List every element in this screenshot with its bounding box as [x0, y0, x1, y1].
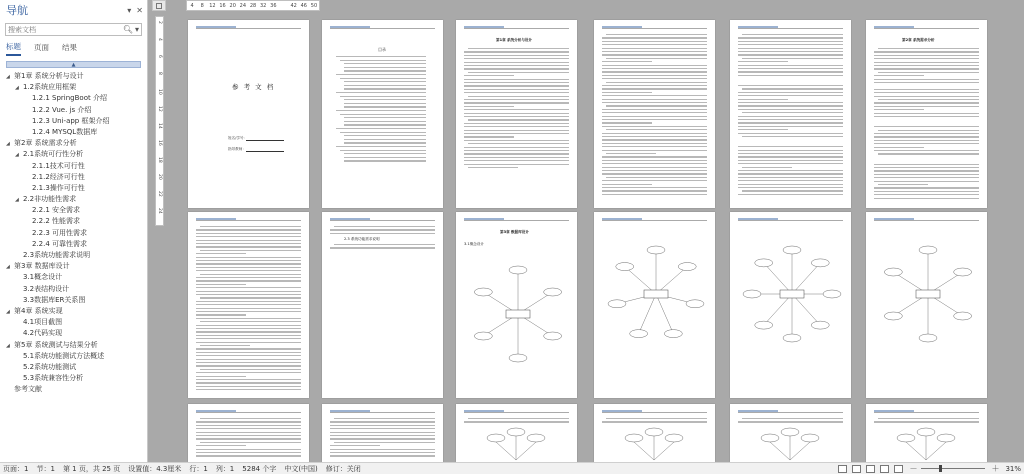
ruler-tick: 24: [157, 208, 162, 214]
nav-heading-label: 4.2代码实现: [23, 329, 63, 338]
page-thumbnail[interactable]: [730, 404, 851, 462]
ruler-tick: 20: [157, 174, 162, 180]
nav-heading-label: 第4章 系统实现: [14, 306, 63, 315]
nav-heading-label: 1.2.4 MYSQL数据库: [32, 127, 98, 136]
er-diagram: [730, 426, 851, 462]
ruler-tick: 10: [157, 89, 162, 95]
ruler-tick: 2: [157, 21, 162, 24]
er-diagram: [730, 232, 851, 382]
page-thumbnail[interactable]: [456, 404, 577, 462]
ruler-tick: 4: [157, 38, 162, 41]
nav-heading-label: 2.2.4 可靠性需求: [32, 239, 88, 248]
full-screen-icon[interactable]: [852, 465, 861, 473]
nav-scroll-up-button[interactable]: ▲: [6, 61, 141, 68]
nav-heading-item[interactable]: [0, 228, 147, 239]
collapse-triangle-icon[interactable]: ◢: [15, 152, 19, 159]
ruler-tick: 32: [259, 2, 267, 9]
ruler-tick: 12: [157, 106, 162, 112]
chapter-heading: 第2章 系统需求分析: [902, 38, 935, 42]
nav-heading-item[interactable]: [0, 317, 147, 328]
nav-heading-item[interactable]: [0, 362, 147, 373]
nav-heading-label: 5.1系统功能测试方法概述: [23, 351, 105, 360]
nav-heading-label: 2.2.2 性能需求: [32, 217, 81, 226]
status-language[interactable]: 中文(中国): [284, 464, 318, 473]
nav-heading-label: 参考文献: [14, 385, 42, 394]
nav-heading-item[interactable]: [0, 172, 147, 183]
page-thumbnail[interactable]: [322, 212, 443, 398]
collapse-triangle-icon[interactable]: ◢: [6, 308, 10, 315]
ruler-tick: 42: [290, 2, 297, 9]
nav-heading-item[interactable]: [0, 93, 147, 104]
nav-heading-label: 2.1.3操作可行性: [32, 183, 85, 192]
toc-title: 目录: [378, 47, 386, 52]
nav-heading-item[interactable]: [0, 105, 147, 116]
ruler-tick: 28: [249, 2, 257, 9]
nav-heading-label: 第2章 系统需求分析: [14, 139, 77, 148]
chapter-heading: 第3章 数据库设计: [500, 230, 529, 234]
nav-heading-label: 3.3数据库ER关系图: [23, 295, 86, 304]
nav-heading-item[interactable]: [0, 284, 147, 295]
collapse-triangle-icon[interactable]: ◢: [6, 342, 10, 349]
nav-heading-label: 2.3系统功能需求说明: [23, 251, 91, 259]
er-diagram: [456, 232, 577, 382]
nav-tabs: [0, 42, 147, 55]
nav-heading-label: 5.2系统功能测试: [23, 362, 77, 371]
er-diagram: [594, 232, 715, 382]
chapter-heading: 第1章 系统分析与设计: [496, 38, 533, 42]
vertical-ruler[interactable]: [155, 16, 164, 226]
ruler-tick: 8: [157, 72, 162, 75]
page-thumbnail[interactable]: [456, 212, 577, 398]
view-controls: [833, 463, 1021, 474]
ruler-tick: 16: [157, 140, 162, 146]
outline-view-icon[interactable]: [880, 465, 889, 473]
ruler-tick: 14: [157, 123, 162, 129]
nav-heading-label: 第5章 系统测试与结果分析: [14, 340, 98, 349]
nav-heading-item[interactable]: [0, 351, 147, 362]
nav-heading-item[interactable]: [0, 138, 147, 149]
nav-heading-item[interactable]: [0, 161, 147, 172]
nav-heading-label: 2.2非功能性需求: [23, 195, 77, 204]
page-thumbnail[interactable]: [866, 212, 987, 398]
nav-heading-label: 4.1项目截图: [23, 318, 63, 327]
zoom-level[interactable]: 31%: [1005, 464, 1021, 473]
er-diagram: [866, 426, 987, 462]
status-page[interactable]: 页面：1: [3, 464, 29, 473]
zoom-slider[interactable]: [921, 468, 985, 469]
navigation-pane: [0, 0, 148, 462]
status-bar: [0, 462, 1024, 474]
nav-heading-label: 2.1系统可行性分析: [23, 150, 84, 159]
ruler-tick: 18: [157, 157, 162, 163]
nav-heading-label: 2.2.1 安全需求: [32, 206, 81, 215]
web-layout-icon[interactable]: [866, 465, 875, 473]
page-thumbnail[interactable]: [188, 212, 309, 398]
ruler-tick: 16: [219, 2, 226, 9]
ruler-tick: 36: [270, 2, 277, 9]
nav-heading-item[interactable]: [0, 384, 147, 395]
ruler-tick: 4: [190, 2, 194, 9]
ruler-tick: 20: [229, 2, 236, 9]
nav-heading-label: 5.3系统兼容性分析: [23, 374, 84, 383]
nav-heading-label: 2.1.1技术可行性: [32, 161, 85, 170]
nav-heading-list: [0, 71, 147, 395]
tab-headings[interactable]: 标题: [6, 41, 21, 56]
nav-heading-item[interactable]: [0, 250, 147, 261]
section-heading: 2.3 系统功能需求说明: [344, 237, 380, 241]
nav-heading-item[interactable]: [0, 183, 147, 194]
search-input[interactable]: [8, 26, 121, 34]
zoom-in-button[interactable]: ＋: [991, 464, 1000, 473]
collapse-triangle-icon[interactable]: ◢: [15, 85, 19, 92]
er-diagram: [594, 426, 715, 462]
page-thumbnail[interactable]: [594, 404, 715, 462]
page-thumbnail[interactable]: [594, 212, 715, 398]
nav-heading-item[interactable]: [0, 82, 147, 93]
status-section[interactable]: 节：1: [36, 464, 55, 473]
ruler-tick: 8: [200, 2, 204, 9]
nav-heading-item[interactable]: [0, 149, 147, 160]
page-thumbnail[interactable]: [188, 20, 309, 208]
nav-heading-item[interactable]: [0, 239, 147, 250]
zoom-out-button[interactable]: －: [909, 464, 918, 473]
ruler-tick: 12: [209, 2, 216, 9]
page-thumbnail[interactable]: [730, 20, 851, 208]
er-diagram: [866, 232, 987, 382]
page-thumbnail[interactable]: [322, 20, 443, 208]
nav-heading-item[interactable]: [0, 71, 147, 82]
nav-heading-label: 第3章 数据库设计: [14, 262, 70, 271]
print-layout-icon[interactable]: [838, 465, 847, 473]
nav-title: 导航: [6, 4, 28, 17]
nav-heading-label: 第1章 系统分析与设计: [14, 72, 84, 80]
nav-heading-item[interactable]: [0, 261, 147, 272]
page-thumbnail[interactable]: [456, 20, 577, 208]
cover-name-field: 姓名/学号：: [228, 136, 248, 140]
nav-heading-label: 1.2系统应用框架: [23, 83, 77, 92]
ruler-toggle[interactable]: [152, 0, 166, 11]
ruler-tick: 46: [300, 2, 307, 9]
document-canvas[interactable]: [170, 12, 1024, 462]
status-track-changes[interactable]: 修订：关闭: [325, 464, 361, 473]
status-position[interactable]: 设置值：4.3厘米: [128, 464, 182, 473]
collapse-triangle-icon[interactable]: ◢: [6, 141, 10, 148]
ruler-tick: 6: [157, 55, 162, 58]
cover-title: 参 考 文 档: [232, 83, 275, 91]
nav-heading-label: 1.2.1 SpringBoot 介绍: [32, 94, 107, 103]
ruler-tick: 50: [310, 2, 318, 9]
nav-heading-item[interactable]: [0, 272, 147, 283]
page-thumbnail[interactable]: [594, 20, 715, 208]
nav-header: [0, 0, 147, 20]
section-heading: 3.1概念设计: [464, 242, 485, 246]
page-thumbnail[interactable]: [322, 404, 443, 462]
collapse-triangle-icon[interactable]: ◢: [6, 74, 10, 80]
page-thumbnail[interactable]: [866, 20, 987, 208]
tab-pages[interactable]: 页面: [34, 43, 49, 52]
cover-advisor-field: 指导教师：: [228, 147, 246, 151]
nav-heading-item[interactable]: [0, 205, 147, 216]
chevron-down-icon[interactable]: ▾: [134, 25, 139, 34]
close-icon[interactable]: ✕: [136, 5, 143, 15]
status-row[interactable]: 行：1: [189, 464, 208, 473]
collapse-triangle-icon[interactable]: ◢: [6, 264, 10, 271]
nav-heading-item[interactable]: [0, 194, 147, 205]
nav-heading-item[interactable]: [0, 373, 147, 384]
status-word-count[interactable]: 5284 个字: [242, 464, 277, 473]
page-thumbnail[interactable]: [188, 404, 309, 462]
status-column[interactable]: 列：1: [215, 464, 235, 473]
page-thumbnail[interactable]: [866, 404, 987, 462]
nav-heading-label: 3.1概念设计: [23, 273, 63, 282]
ruler-tick: 24: [239, 2, 247, 9]
nav-heading-item[interactable]: [0, 328, 147, 339]
nav-options-icon[interactable]: ▾: [127, 5, 132, 15]
nav-heading-item[interactable]: [0, 127, 147, 138]
zoom-slider-thumb[interactable]: [939, 465, 942, 472]
nav-heading-label: 1.2.2 Vue. js 介绍: [32, 105, 92, 114]
nav-heading-item[interactable]: [0, 340, 147, 351]
page-thumbnail[interactable]: [730, 212, 851, 398]
tab-results[interactable]: 结果: [62, 43, 77, 52]
er-diagram: [456, 426, 577, 462]
status-page-of[interactable]: 第 1 页，共 25 页: [62, 464, 121, 473]
nav-heading-label: 3.2表结构设计: [23, 284, 70, 293]
horizontal-ruler[interactable]: [186, 0, 320, 11]
nav-heading-item[interactable]: [0, 116, 147, 127]
nav-heading-label: 2.1.2经济可行性: [32, 172, 85, 181]
nav-heading-label: 1.2.3 Uni-app 框架介绍: [32, 116, 110, 125]
nav-search-box[interactable]: [5, 23, 142, 36]
draft-view-icon[interactable]: [894, 465, 903, 473]
nav-heading-item[interactable]: [0, 306, 147, 317]
nav-heading-label: 2.2.3 可用性需求: [32, 228, 88, 237]
search-icon[interactable]: 🔍︎: [122, 25, 133, 34]
nav-heading-item[interactable]: [0, 295, 147, 306]
ruler-tick: 22: [157, 191, 162, 197]
collapse-triangle-icon[interactable]: ◢: [15, 197, 19, 204]
nav-heading-item[interactable]: [0, 216, 147, 227]
